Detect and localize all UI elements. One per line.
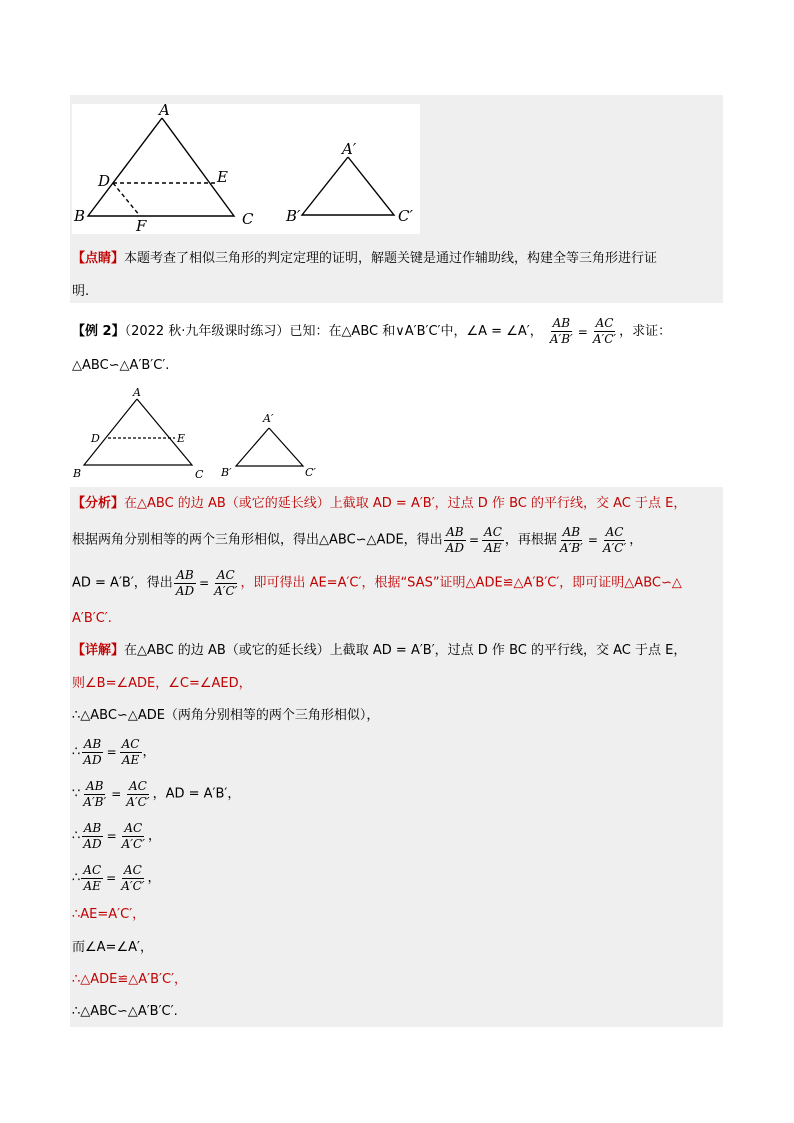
fraction-ab-ad — [174, 568, 196, 599]
xiangjie-text-10: 而∠A=∠A′， — [72, 940, 153, 955]
example-line-1: 【例 2】（2022 秋·九年级课时练习）已知：在△ABC 和∨A′B′C′中，∠A = ∠A′， $\frac{AB}{A'B'}$ = $\frac{AC}{A'C'}$ ，求证： — [72, 316, 672, 346]
fraction-ac-a1c1 — [119, 863, 146, 894]
label-C-prime: C′ — [398, 207, 413, 225]
xiangjie-line-10 — [72, 971, 187, 989]
xiangjie-line-9 — [72, 939, 153, 957]
fig2-label-B-prime: B′ — [221, 466, 232, 479]
example-given: 已知：在△ABC 和∨A′B′C′中，∠A = ∠A′， — [289, 324, 543, 339]
fenxi-text-2b: ，再根据 — [504, 532, 557, 548]
frac-num: AB — [552, 316, 571, 330]
triangle-figure-1 — [72, 100, 432, 240]
fig2-label-E: E — [177, 432, 186, 445]
label-D: D — [98, 172, 111, 190]
frac-den: A′C′ — [121, 878, 145, 893]
because-symbol: ∵ — [72, 786, 81, 802]
fraction-ab-a1b1 — [548, 316, 575, 347]
fenxi-line-3: AD = A′B′，得出 $\frac{AB}{AD}$ = $\frac{AC}{A'C'}$ ，即可得出 AE=A′C′，根据“SAS”证明△ADE≌△A′B′C′，即可证明△ABC∽△ — [72, 567, 682, 598]
example-source: （2022 秋·九年级课时练习） — [124, 324, 290, 339]
fraction-ac-ae — [482, 525, 504, 556]
fenxi-text-3b: ，即可得出 AE=A′C′，根据“SAS”证明△ADE≌△A′B′C′，即可证明△ABC∽△ — [240, 575, 682, 591]
frac-num: AC — [83, 862, 102, 877]
xiangjie-line-3 — [72, 707, 379, 725]
frac-num: AB — [83, 736, 102, 751]
fig2-label-B: B — [73, 467, 82, 480]
frac-den: AE — [484, 540, 502, 555]
frac-den: A′C′ — [592, 332, 617, 346]
comma: ， — [142, 744, 156, 760]
frac-den: A′C′ — [121, 836, 145, 851]
frac-num: AC — [605, 524, 624, 539]
therefore-symbol: ∴ — [72, 870, 81, 886]
label-E: E — [217, 168, 228, 186]
fenxi-line-4 — [72, 610, 112, 628]
fenxi-text-3a: AD = A′B′，得出 — [72, 575, 173, 591]
fraction-ab-a1b1 — [558, 525, 585, 556]
frac-num: AC — [216, 567, 235, 582]
xiangjie-line-11 — [72, 1003, 178, 1021]
fenxi-text-2a: 根据两角分别相等的两个三角形相似，得出△ABC∽△ADE，得出 — [72, 532, 443, 548]
label-F: F — [136, 217, 147, 235]
fenxi-line-1 — [72, 495, 686, 513]
fraction-ac-ae — [120, 737, 142, 768]
fenxi-line-2: 根据两角分别相等的两个三角形相似，得出△ABC∽△ADE，得出 $\frac{AB}{AD}$ = $\frac{AC}{AE}$ ，再根据 $\frac{AB}{A'B'}$ = $\frac{AC}{A'C'}$ ， — [72, 524, 643, 555]
frac-num: AC — [129, 778, 147, 793]
frac-den: A′B′ — [83, 794, 107, 809]
xiangjie-line-1 — [72, 642, 686, 660]
label-A-prime: A′ — [342, 140, 357, 158]
label-A: A — [159, 101, 170, 119]
xiangjie-line-2 — [72, 675, 252, 693]
fraction-ab-ad — [81, 737, 103, 768]
fenxi-text-4: A′B′C′. — [72, 611, 112, 626]
fig2-label-A: A — [133, 386, 141, 399]
xiangjie-line-4: ∴ $\frac{AB}{AD}$ = $\frac{AC}{AE}$ ， — [72, 736, 156, 767]
frac-den: AD — [83, 836, 102, 851]
dianjing-tag: 【点睛】 — [72, 251, 125, 266]
example-line-2 — [72, 357, 169, 375]
therefore-symbol: ∴ — [72, 828, 81, 844]
xiangjie-line-5: ∵ $\frac{AB}{A'B'}$ = $\frac{AC}{A'C'}$ ，AD = A′B′， — [72, 778, 241, 809]
fig2-label-C: C — [195, 468, 204, 481]
frac-den: A′C′ — [126, 794, 150, 809]
fraction-ab-ad — [444, 525, 466, 556]
xiangjie-line-8 — [72, 906, 145, 924]
fraction-ac-a1c1 — [120, 821, 147, 852]
comma: ， — [147, 870, 161, 886]
xiangjie-text-2: 则∠B=∠ADE，∠C=∠AED， — [72, 676, 252, 691]
fraction-ac-a1c1 — [591, 316, 618, 347]
fig2-label-A-prime: A′ — [263, 412, 274, 425]
xiangjie-line-6: ∴ $\frac{AB}{AD}$ = $\frac{AC}{A'C'}$ ， — [72, 820, 161, 851]
comma: ， — [147, 828, 161, 844]
therefore-symbol: ∴ — [72, 744, 81, 760]
label-B-prime: B′ — [286, 207, 301, 225]
fraction-ac-a1c1 — [124, 779, 151, 810]
dianjing-line-1 — [72, 250, 657, 268]
frac-den: AD — [445, 540, 464, 555]
frac-num: AC — [595, 316, 614, 330]
xiangjie-text-9: ∴AE=A′C′， — [72, 907, 146, 922]
xiangjie-text-1: 在△ABC 的边 AB（或它的延长线）上截取 AD = A′B′，过点 D 作 BC 的平行线，交 AC 于点 E， — [124, 643, 687, 658]
example-prove: ，求证： — [619, 324, 672, 339]
frac-num: AB — [446, 524, 464, 539]
xiangjie-text-11: ∴△ADE≌△A′B′C′， — [72, 972, 188, 987]
xiangjie-text-12: ∴△ABC∽△A′B′C′. — [72, 1004, 178, 1019]
frac-den: AD — [175, 583, 195, 598]
dianjing-text-2: 明. — [72, 284, 90, 299]
triangle-figure-2 — [70, 384, 330, 484]
fig2-label-D: D — [91, 432, 100, 445]
fenxi-text-1: 在△ABC 的边 AB（或它的延长线）上截取 AD = A′B′，过点 D 作 BC 的平行线，交 AC 于点 E， — [124, 496, 687, 511]
frac-num: AB — [562, 524, 581, 539]
fraction-ac-a1c1 — [601, 525, 628, 556]
frac-num: AC — [123, 862, 142, 877]
fraction-ab-a1b1 — [81, 779, 108, 810]
label-C: C — [242, 210, 254, 228]
frac-den: AD — [83, 752, 102, 767]
frac-num: AC — [121, 736, 140, 751]
frac-num: AB — [86, 778, 104, 793]
frac-den: A′C′ — [214, 583, 238, 598]
xiangjie-line-7: ∴ $\frac{AC}{AE}$ = $\frac{AC}{A'C'}$ ， — [72, 862, 161, 893]
frac-den: AE — [121, 752, 140, 767]
frac-num: AC — [124, 820, 143, 835]
label-B: B — [74, 207, 86, 225]
frac-num: AB — [83, 820, 102, 835]
frac-den: A′B′ — [559, 540, 583, 555]
fig2-label-C-prime: C′ — [305, 466, 316, 479]
fraction-ac-ae — [81, 863, 103, 894]
fenxi-tag: 【分析】 — [72, 496, 125, 511]
dianjing-line-2 — [72, 283, 89, 301]
example-tag: 【例 2】 — [72, 324, 125, 339]
fraction-ac-a1c1 — [212, 568, 239, 599]
xiangjie-tag: 【详解】 — [72, 643, 125, 658]
frac-den: AE — [83, 878, 101, 893]
ad-equals: ，AD = A′B′， — [152, 786, 241, 802]
example-conclusion: △ABC∽△A′B′C′. — [72, 358, 170, 373]
frac-num: AB — [176, 567, 194, 582]
fenxi-text-2c: ， — [629, 532, 643, 548]
frac-den: A′B′ — [549, 332, 573, 346]
fraction-ab-ad — [81, 821, 103, 852]
frac-num: AC — [484, 524, 502, 539]
dianjing-text-1: 本题考查了相似三角形的判定定理的证明，解题关键是通过作辅助线，构建全等三角形进行证 — [124, 251, 658, 266]
xiangjie-text-3: ∴△ABC∽△ADE（两角分别相等的两个三角形相似）， — [72, 708, 380, 723]
frac-den: A′C′ — [602, 540, 627, 555]
